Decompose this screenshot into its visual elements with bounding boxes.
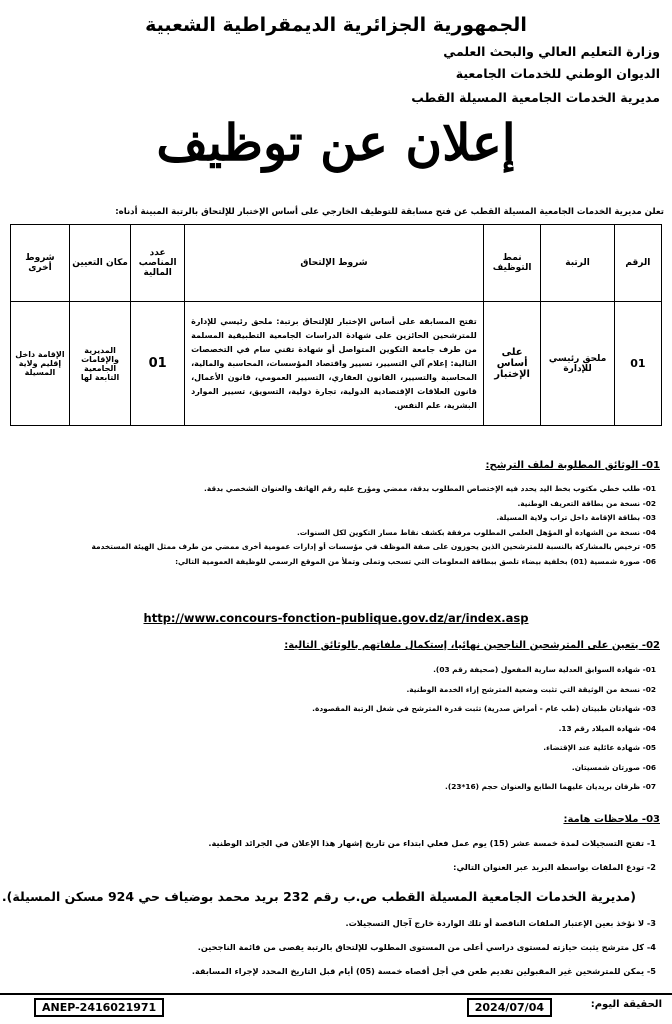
section-successful-title: 02- يتعين على المترشحين الناجحين نهائيا، إستكمال ملفاتهم بالوثائق التالية:	[284, 640, 660, 651]
list-item: 06- صورتان شمسيتان.	[571, 762, 656, 772]
cell-mode: على أساس الإختبار	[483, 302, 541, 426]
list-item: 05- شهادة عائلية عند الإقتضاء.	[543, 743, 656, 752]
anep-reference: ANEP-2416021971	[34, 998, 164, 1017]
list-item: 04- نسخة من الشهادة أو المؤهل العلمي المطلوب مرفقة بكشف نقاط مسار التكوين لكل السنوات.	[296, 527, 656, 537]
list-item: 02- نسخة من الوثيقة التي تثبت وضعية المترشح إزاء الخدمة الوطنية.	[406, 684, 656, 694]
registration-link[interactable]: http://www.concours-fonction-publique.gov.dz/ar/index.asp	[143, 611, 529, 625]
list-item: 4- كل مترشح يثبت حيازته لمستوى دراسي أعلى من المستوى المطلوب للإلتحاق بالرتبة يقصى من قائمة الناجحين.	[197, 942, 656, 952]
list-item: 01- طلب خطي مكتوب بخط اليد يحدد فيه الإختصاص المطلوب بدقة، ممضي ومؤرخ عليه رقم الهاتف والعنوان الشخصي بدقة.	[204, 484, 656, 493]
documents-list	[8, 484, 656, 572]
list-item: 07- ظرفان بريديان عليهما الطابع والعنوان حجم (16*23).	[445, 782, 656, 791]
notes-list	[8, 838, 656, 990]
section-notes-title: 03- ملاحظات هامة:	[563, 814, 660, 825]
announcement-title: إعلان عن توظيف	[156, 113, 516, 172]
cell-other: الإقامة داخل إقليم ولاية المسيلة	[11, 302, 70, 426]
list-item: 2- تودع الملفات بواسطة البريد عبر العنوان التالي:	[453, 862, 656, 872]
cell-num: 01	[614, 302, 661, 426]
intro-text: تعلن مديرية الخدمات الجامعية المسيلة القطب عن فتح مسابقة للتوظيف الخارجي على أساس الإختبار للإلتحاق بالرتبة المبينة أدناه:	[115, 207, 664, 217]
successful-docs-list	[8, 665, 656, 797]
table-row	[11, 302, 662, 426]
ministry-name: وزارة التعليم العالي والبحث العلمي	[443, 44, 660, 59]
list-item: 5- يمكن للمترشحين غير المقبولين تقديم طعن في أجل أقصاه خمسة (05) أيام قبل التاريخ المحدد لإجراء المسابقة.	[191, 966, 656, 976]
header-place: مكان التعيين	[69, 225, 130, 302]
header-conditions: شروط الإلتحاق	[185, 225, 484, 302]
list-item: 03- بطاقة الإقامة داخل تراب ولاية المسيلة.	[496, 513, 656, 523]
header-num: الرقم	[614, 225, 661, 302]
list-item: 3- لا نؤخذ بعين الإعتبار الملفات الناقصة أو تلك الواردة خارج آجال التسجيلات.	[345, 918, 656, 928]
header-mode: نمط التوظيف	[483, 225, 541, 302]
cell-conditions: تفتح المسابقة على أساس الإختبار للإلتحاق برتبة: ملحق رئيسي للإدارة للمترشحين الحائزين على شهادة الدراسات الجامعية التطبيقية المسلمة من طرف جامعة التكوين المتواصل أو شهادة تقني سام في التخصصات التالية: إعلام آلي التسيير، تسيير واقتصاد المؤسسات، المحاسبة والمالية، المحاسبة والتسيير، القانون العقاري، التسيير العمومي، قانون الأعمال، قانون العلاقات الإقتصادية الدولية، تجارة دولية، التسويق، تسيير الموارد البشرية، علم النفس.	[185, 302, 484, 426]
header-posts: عدد المناصب المالية	[131, 225, 185, 302]
footer-divider	[0, 993, 672, 995]
list-item: 05- ترخيص بالمشاركة بالنسبة للمترشحين الذين يحوزون على صفة الموظف في مؤسسات أو إدارات عمومية أخرى ممضي من طرف ممثل الهيئة المستخدمة	[91, 542, 656, 552]
directorate-name: مديرية الخدمات الجامعية المسيلة القطب	[411, 90, 660, 105]
header-grade: الرتبة	[541, 225, 614, 302]
cell-place: المديرية والإقامات الجامعية التابعة لها	[69, 302, 130, 426]
list-item: 01- شهادة السوابق العدلية سارية المفعول (صحيفة رقم 03).	[433, 665, 656, 674]
cell-posts: 01	[131, 302, 185, 426]
list-item: 03- شهادتان طبيتان (طب عام - أمراض صدرية) تثبت قدرة المترشح في شغل الرتبة المقصودة.	[312, 704, 656, 713]
table-header-row	[11, 225, 662, 302]
office-name: الديوان الوطني للخدمات الجامعية	[455, 66, 660, 81]
header-other: شروط أخرى	[11, 225, 70, 302]
list-item: 1- تفتح التسجيلات لمدة خمسة عشر (15) يوم عمل فعلي ابتداء من تاريخ إشهار هذا الإعلان في الجرائد الوطنية.	[208, 838, 656, 848]
publication-date: 2024/07/04	[467, 998, 552, 1017]
list-item: 04- شهادة الميلاد رقم 13.	[558, 723, 656, 733]
recruitment-table	[10, 224, 662, 426]
publication-label: الحقيقة اليوم:	[590, 999, 662, 1010]
list-item: 06- صورة شمسية (01) بخلفية بيضاء تلصق ببطاقة المعلومات التي تسحب وتملى وتملأ من الموقع الرسمي للوظيفة العمومية التالي:	[175, 556, 656, 566]
section-documents-title: 01- الوثائق المطلوبة لملف الترشح:	[485, 460, 660, 471]
republic-title: الجمهورية الجزائرية الديمقراطية الشعبية	[145, 14, 527, 36]
list-item: 02- نسخة من بطاقة التعريف الوطنية.	[517, 498, 656, 508]
postal-address: (مديرية الخدمات الجامعية المسيلة القطب ص.ب رقم 232 بريد محمد بوضياف حي 924 مسكن المسيلة).	[1, 889, 636, 904]
cell-grade: ملحق رئيسي للإدارة	[541, 302, 614, 426]
